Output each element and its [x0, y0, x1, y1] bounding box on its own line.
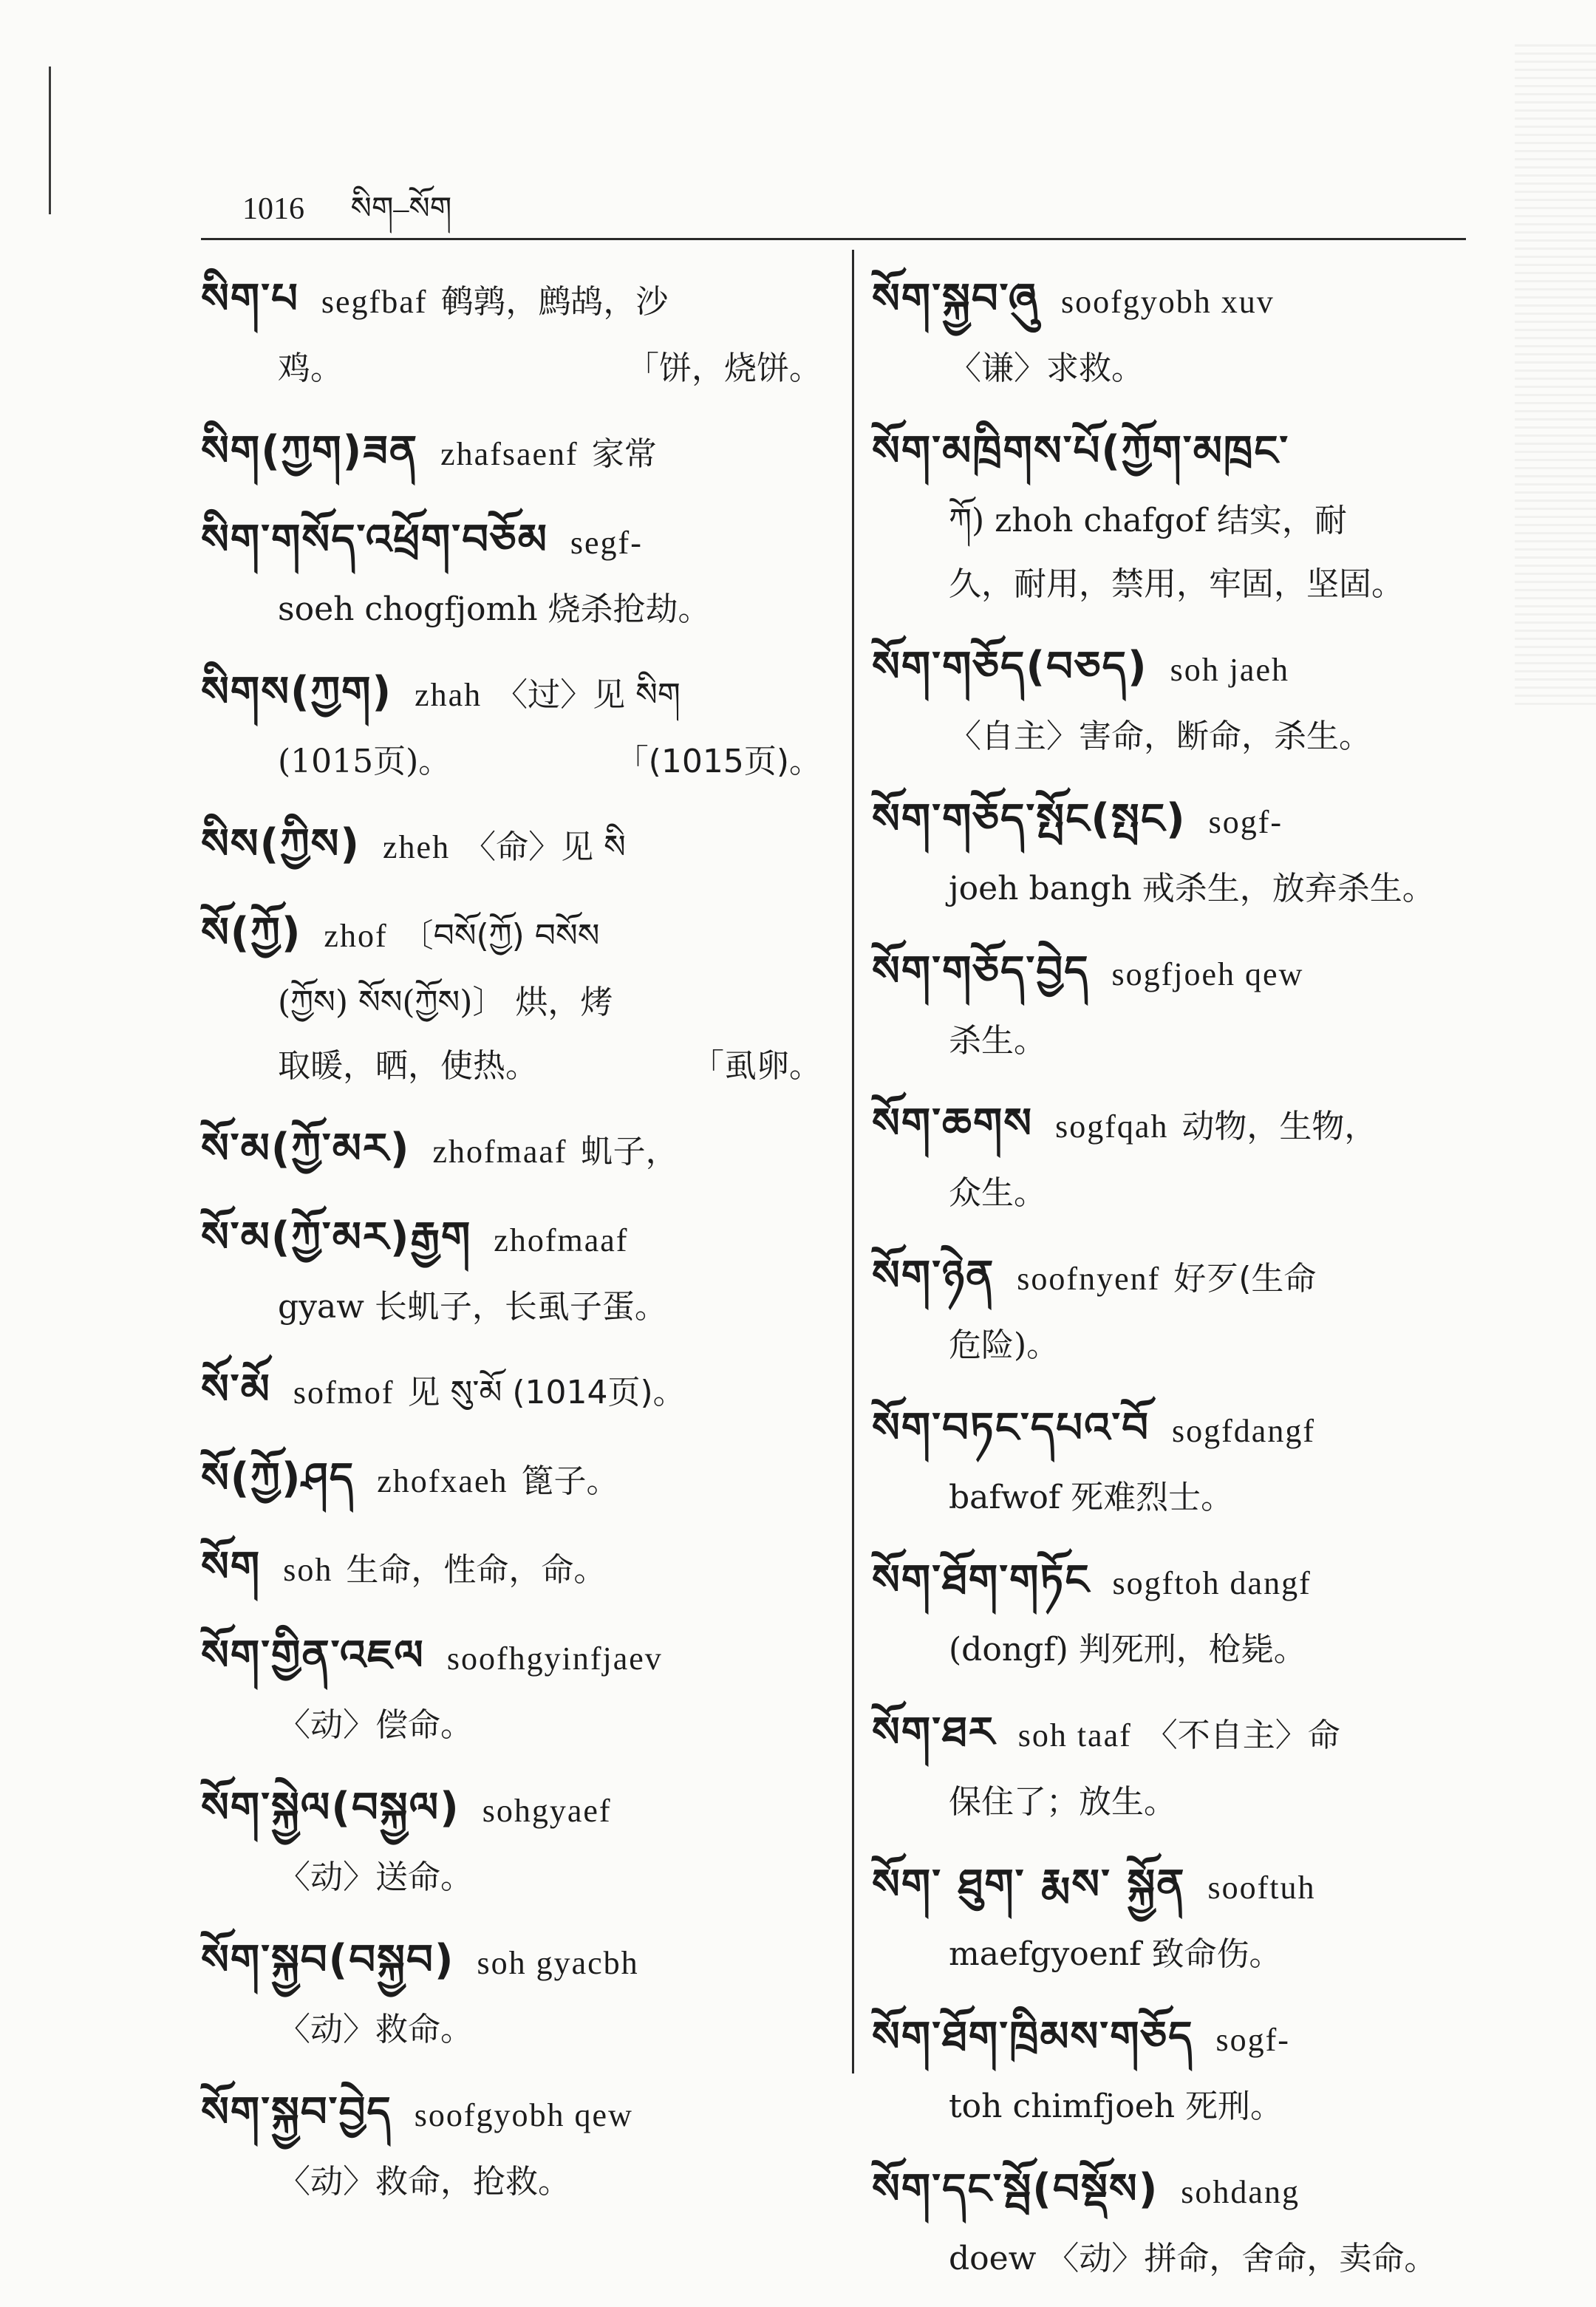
entry: [201, 505, 822, 641]
romanization: soofgyobh qew: [414, 2097, 633, 2133]
romanization: sogf-: [1208, 804, 1283, 840]
headword: སིག་པ: [201, 275, 299, 323]
romanization: soh gyacbh: [477, 1945, 639, 1981]
romanization: soh taaf: [1017, 1717, 1132, 1754]
headword: སོག་ཐོག་ཁྲིམས་གཅོད: [872, 2013, 1194, 2061]
margin-ref: 「饼，烧饼。: [627, 350, 822, 387]
headword: སིག་གསོད་འཕྲོག་བཅོམ: [201, 516, 548, 564]
headword: སིགས(ཀྱག): [201, 668, 393, 716]
romanization: zhofmaaf: [432, 1134, 567, 1170]
gloss: 〈不自主〉命: [1145, 1717, 1340, 1754]
gloss: 篦子。: [521, 1462, 619, 1500]
headword: སོག་སྐྱབ་ཞུ: [872, 275, 1039, 323]
continuation: joeh bangh 戒杀生，放弃杀生。: [949, 870, 1435, 907]
headword: སོ(ཀྱོ): [201, 909, 302, 957]
romanization: sogf-: [1215, 2022, 1290, 2058]
column-rule: [852, 250, 854, 2073]
continuation: 取暖，晒，使热。: [278, 1047, 538, 1085]
continuation: 久，耐用，禁用，牢固，坚固。: [949, 565, 1404, 603]
continuation: (ཀྱོས) སོས(ཀྱོས)〕 烘，烤: [278, 984, 613, 1021]
entry: [872, 633, 1478, 769]
entry: [872, 265, 1478, 401]
romanization: zhofxaeh: [377, 1463, 508, 1499]
headword: སོག་གྱིན་འཇལ: [201, 1632, 425, 1680]
entry: [201, 1355, 822, 1428]
continuation: maefgyoenf 致命伤。: [949, 1935, 1282, 1973]
gloss: 见 སུ་མོ (1014页)。: [407, 1374, 686, 1411]
headword: སོ་མ(ཀྱོ་མར)རྒྱག: [201, 1213, 472, 1261]
headword: སོ(ཀྱོ)ཤད: [201, 1454, 355, 1502]
entry: [872, 1394, 1478, 1530]
romanization: soofhgyinfjaev: [446, 1640, 663, 1677]
margin-rule: [49, 67, 51, 214]
gloss: 家常: [591, 435, 657, 473]
gloss: 好歹(生命: [1173, 1260, 1317, 1298]
continuation: 〈自主〉害命，断命，杀生。: [949, 718, 1371, 755]
headword: སོག: [201, 1543, 262, 1591]
continuation: 〈动〉偿命。: [278, 1706, 473, 1744]
entry: [872, 1089, 1478, 1225]
right-column: [872, 265, 1478, 2307]
entry: [872, 785, 1478, 921]
page-number: 1016: [242, 192, 304, 226]
entry: [872, 1850, 1478, 1986]
entry: [872, 417, 1478, 616]
romanization: sofmof: [293, 1374, 395, 1411]
romanization: sohdang: [1181, 2174, 1300, 2210]
entry: [201, 1773, 822, 1909]
entry: [201, 1114, 822, 1187]
scan-speckle: [1515, 44, 1596, 709]
continuation: 〈谦〉求救。: [949, 350, 1144, 387]
romanization: soh: [283, 1552, 333, 1588]
continuation: soeh chogfjomh 烧杀抢劫。: [278, 590, 711, 628]
romanization: zhof: [324, 918, 388, 954]
entry: [201, 658, 822, 794]
continuation: 危险)。: [949, 1326, 1060, 1364]
gloss: 〔བསོ(ཀྱོ) བསོས: [400, 917, 600, 955]
margin-ref: 「虱卵。: [692, 1047, 822, 1085]
headword: སོག་ཉེན: [872, 1252, 995, 1300]
headword: སོག་སྐྱབ་བྱེད: [201, 2088, 392, 2136]
entry: [872, 2155, 1478, 2291]
romanization: soofgyobh xuv: [1060, 284, 1275, 320]
headword: སོག་སྐྱབ(བསྐྱབ): [201, 1936, 455, 1984]
headword: སིག(ཀྱག)ཟན: [201, 427, 419, 475]
continuation: toh chimfjoeh 死刑。: [949, 2088, 1283, 2125]
continuation: gyaw 长虮子，长虱子蛋。: [278, 1288, 667, 1326]
romanization: sooftuh: [1207, 1870, 1316, 1906]
headword: སིས(ཀྱིས): [201, 820, 361, 868]
romanization: sohgyaef: [482, 1793, 612, 1829]
continuation: 〈动〉救命。: [278, 2011, 473, 2048]
romanization: soofnyenf: [1017, 1261, 1161, 1297]
entry: [872, 1241, 1478, 1377]
headword: སོག་དང་སྦོ(བསྡོས): [872, 2165, 1159, 2213]
entry: [201, 810, 822, 882]
romanization: sogfjoeh qew: [1111, 956, 1304, 992]
romanization: segfbaf: [321, 284, 428, 320]
headword: སོག་ཐར: [872, 1708, 996, 1756]
gloss: 生命，性命，命。: [346, 1551, 607, 1589]
headword: སོག་གཅོད་བྱེད: [872, 947, 1090, 995]
gloss: 〈命〉见: [463, 828, 594, 866]
entry: [201, 1621, 822, 1757]
page-header: [242, 191, 451, 228]
headword: སོག་སྐྱེལ(བསྐྱལ): [201, 1784, 460, 1832]
romanization: soh jaeh: [1170, 652, 1289, 688]
cross-ref-word: སི: [604, 828, 626, 866]
romanization: segf-: [570, 525, 643, 561]
romanization: zhah: [415, 677, 482, 713]
continuation: 鸡。: [278, 350, 343, 387]
entry: [201, 265, 822, 401]
continuation: (1015页)。: [278, 743, 451, 780]
entry: [201, 417, 822, 489]
left-column: [201, 265, 822, 2230]
continuation: (dongf) 判死刑，枪毙。: [949, 1631, 1306, 1669]
continuation: doew 〈动〉拼命，舍命，卖命。: [949, 2240, 1437, 2277]
headword: སོ་མོ: [201, 1366, 271, 1414]
headword: སོག་གཅོད(བཅད): [872, 643, 1148, 691]
continuation: bafwof 死难烈士。: [949, 1479, 1234, 1516]
continuation: 保住了；放生。: [949, 1783, 1176, 1821]
headword: སོག་ཐོག་གཏོང: [872, 1556, 1091, 1604]
entry: [872, 1698, 1478, 1834]
entry: [201, 2078, 822, 2214]
gloss: 虮子，: [580, 1133, 678, 1170]
margin-ref: 「(1015页)。: [615, 743, 822, 780]
continuation: 〈动〉救命，抢救。: [278, 2163, 570, 2201]
headword: སོག་གཅོད་སྤོང(སྤང): [872, 795, 1187, 843]
gloss: 动物，生物，: [1181, 1108, 1377, 1145]
continuation: 杀生。: [949, 1022, 1046, 1060]
cross-ref-word: སིག: [635, 676, 681, 714]
entry: [201, 1926, 822, 2062]
romanization: zhafsaenf: [440, 436, 579, 472]
gloss: 鹌鹑，鹧鸪，沙: [440, 283, 669, 321]
headword: སོག་ཆགས: [872, 1100, 1034, 1148]
continuation: 众生。: [949, 1174, 1046, 1212]
entry: [872, 937, 1478, 1073]
continuation: ཀོ) zhoh chafgof 结实，耐: [949, 502, 1347, 539]
gloss: 〈过〉见: [495, 676, 626, 714]
entry: [201, 899, 822, 1098]
header-rule: [201, 238, 1466, 240]
romanization: sogfqah: [1055, 1108, 1169, 1145]
entry: [872, 1546, 1478, 1682]
entry: [201, 1203, 822, 1339]
headword: སོག་ ཐུག་ རྨས་ སྐྱོན: [872, 1861, 1186, 1909]
romanization: sogfdangf: [1172, 1413, 1315, 1449]
entry: [872, 2003, 1478, 2139]
entry: [201, 1444, 822, 1516]
romanization: zheh: [383, 829, 451, 865]
headword: སོག་མཁྲིགས་པོ(ཀྱོག་མཁྲང་: [872, 427, 1290, 475]
headword: སོ་མ(ཀྱོ་མར): [201, 1125, 411, 1173]
guide-words: སིག–སོག: [350, 192, 452, 226]
headword: སོག་བཏང་དཔའ་བོ: [872, 1404, 1150, 1452]
romanization: zhofmaaf: [494, 1222, 629, 1258]
romanization: sogftoh dangf: [1112, 1565, 1312, 1601]
entry: [201, 1533, 822, 1605]
continuation: 〈动〉送命。: [278, 1858, 473, 1896]
